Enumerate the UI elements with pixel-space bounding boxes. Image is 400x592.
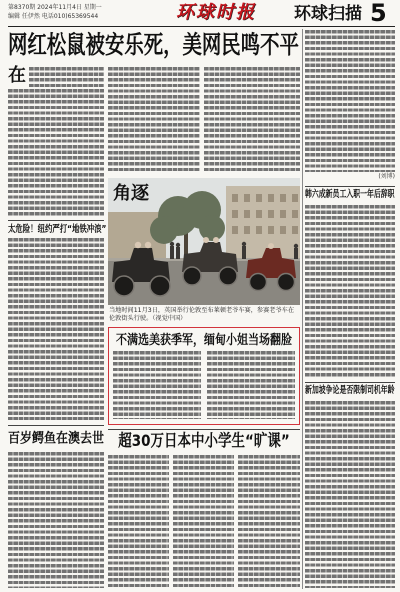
japan-body-col2 — [173, 455, 234, 588]
singapore-article-rule — [305, 382, 395, 383]
subway-surfing-headline: 太危险！纽约严打“地铁冲浪” — [8, 222, 107, 235]
squirrel-drop-cap: 在 — [8, 65, 26, 86]
right-top-body — [305, 30, 395, 172]
squirrel-body-col1-top — [29, 67, 104, 88]
japan-body-col3 — [238, 455, 300, 588]
myanmar-article-box — [108, 327, 300, 425]
korea-article-rule — [305, 186, 395, 187]
header-rule — [8, 26, 395, 27]
photo-caption: 当地时间11月3日，英国举行伦敦至布莱顿老爷车赛，参赛老爷车在伦敦街头行驶。（视觉中国） — [109, 307, 295, 322]
myanmar-body-col2 — [207, 351, 295, 419]
squirrel-headline: 网红松鼠被安乐死，美网民鸣不平 — [8, 30, 299, 60]
japan-headline: 超30万日本中小学生“旷课” — [118, 431, 290, 451]
subway-surfing-body — [8, 238, 104, 420]
photo-veteran-car-race — [108, 178, 300, 305]
crocodile-headline: 百岁鳄鱼在澳去世 — [8, 429, 105, 446]
squirrel-body-col3 — [204, 67, 300, 173]
subway-article-rule — [8, 220, 104, 221]
myanmar-headline: 不满选美获季军，缅甸小姐当场翻脸 — [116, 331, 292, 348]
right-column-divider — [302, 29, 303, 589]
page-number: 5 — [370, 0, 387, 27]
myanmar-body-col1 — [113, 351, 201, 419]
squirrel-body-col1 — [8, 89, 104, 217]
section-title: 环球扫描 — [294, 4, 362, 24]
editor-contact-line: 编辑 任伊然 电话010)65369544 — [8, 13, 99, 20]
masthead-logo: 环球时报 — [176, 2, 256, 23]
japan-article-rule — [108, 429, 300, 430]
singapore-body — [305, 401, 395, 588]
korea-headline: 韩六成新员工入职一年后辞职 — [305, 188, 395, 200]
japan-body-col1 — [108, 455, 169, 588]
squirrel-body-col2 — [108, 67, 200, 173]
crocodile-article-rule — [8, 425, 104, 426]
issue-date-line: 第8370期 2024年11月4日 星期一 — [8, 4, 102, 11]
crocodile-body — [8, 452, 104, 588]
photo-title: 角逐 — [113, 183, 149, 204]
right-top-byline: (刘博) — [378, 173, 395, 180]
singapore-headline: 新加坡争论是否限制司机年龄 — [305, 384, 395, 396]
korea-body — [305, 205, 395, 378]
